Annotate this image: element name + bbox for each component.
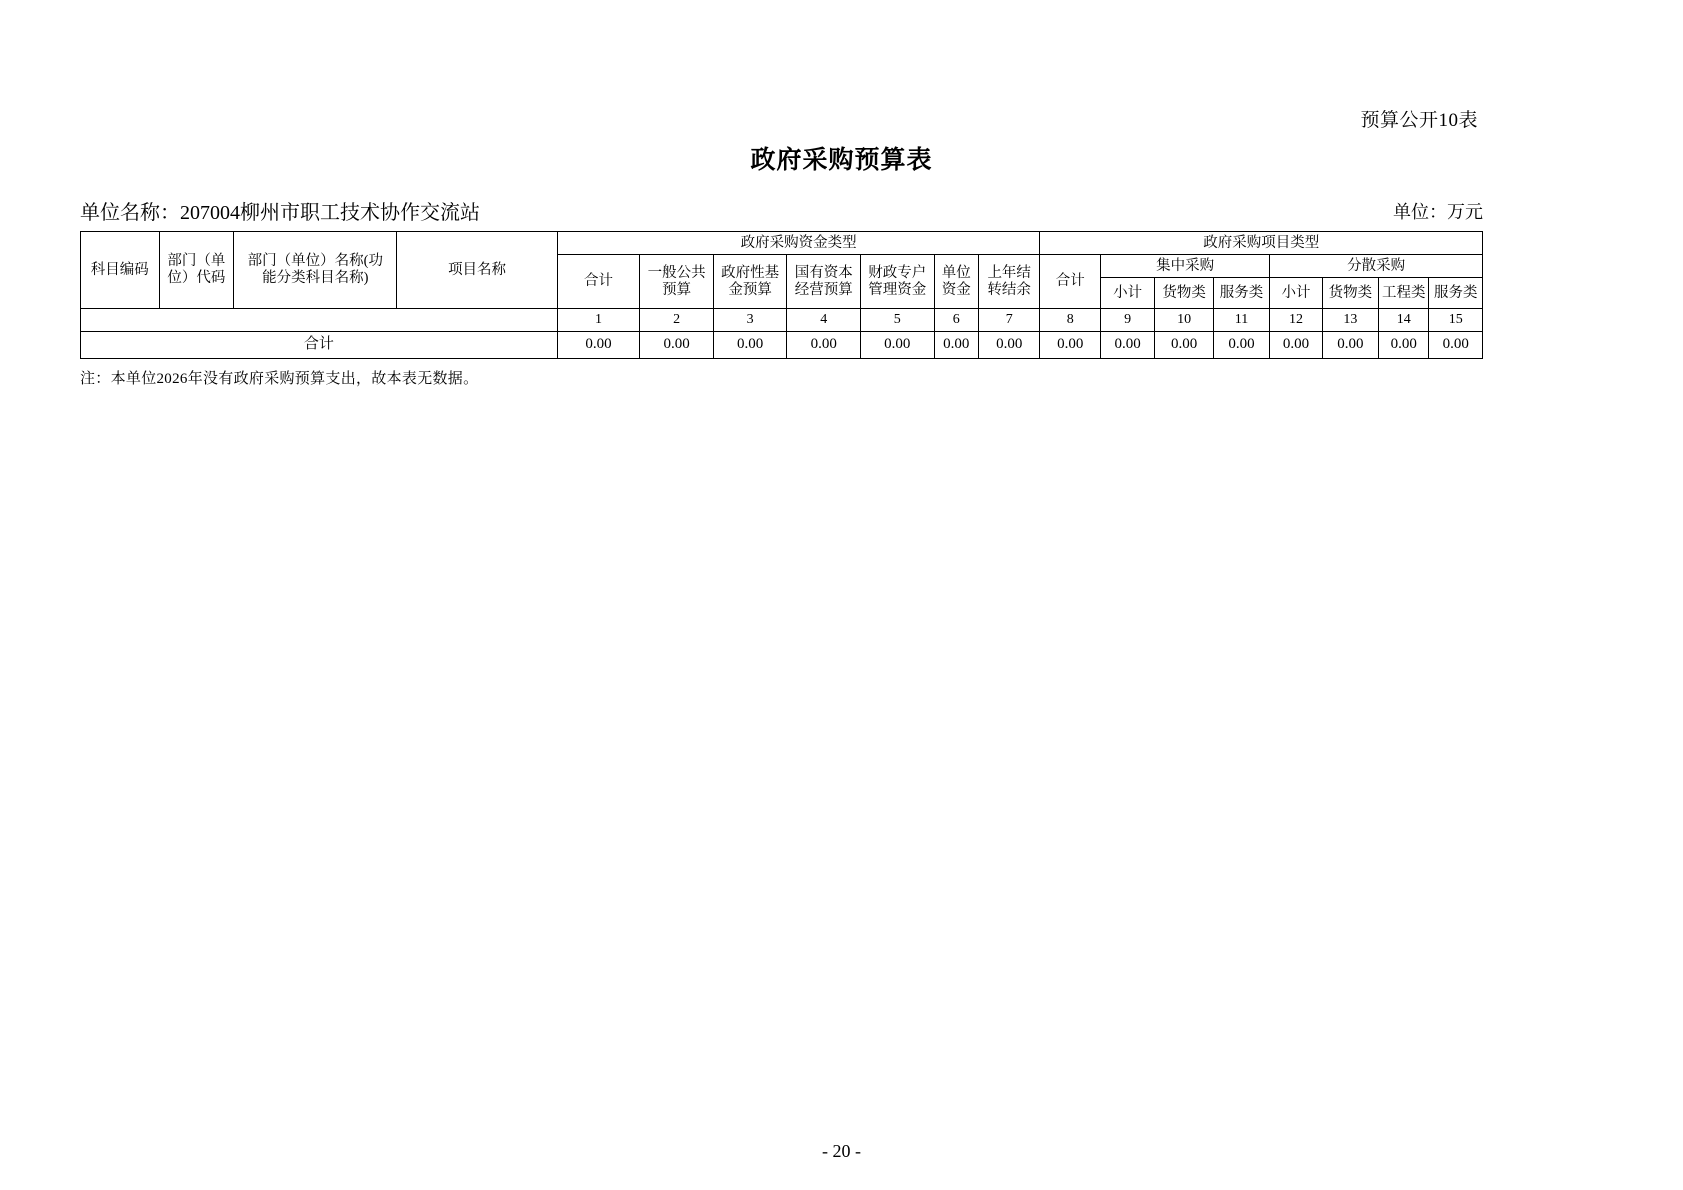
- table-note: 注：本单位2026年没有政府采购预算支出，故本表无数据。: [80, 371, 479, 387]
- column-number-15: 15: [1429, 309, 1483, 332]
- column-number-9: 9: [1100, 309, 1154, 332]
- col-dept-name: [234, 232, 397, 309]
- col-dept-code-line2: 位）代码: [167, 270, 226, 286]
- col-unit-fund: [934, 255, 978, 309]
- procurement-budget-table: [80, 231, 1483, 359]
- column-number-7: 7: [978, 309, 1040, 332]
- total-value-15: 0.00: [1429, 332, 1483, 359]
- col-decentralized-subtotal: 小计: [1270, 278, 1322, 309]
- column-number-3: 3: [713, 309, 787, 332]
- col-centralized-subtotal: 小计: [1100, 278, 1154, 309]
- unit-name-value: 207004柳州市职工技术协作交流站: [180, 202, 480, 224]
- col-project-total: 合计: [1040, 255, 1100, 309]
- col-centralized-goods: 货物类: [1155, 278, 1213, 309]
- group-header-centralized: 集中采购: [1100, 255, 1269, 278]
- col-carryover-line1: 上年结: [987, 264, 1031, 281]
- col-fiscal-special-line2: 管理资金: [868, 281, 927, 298]
- col-state-capital-budget: [787, 255, 861, 309]
- unit-name-label: 单位名称：: [80, 202, 180, 224]
- col-decentralized-goods: 货物类: [1322, 278, 1378, 309]
- total-value-11: 0.00: [1213, 332, 1269, 359]
- table-group-header-row: [81, 232, 1483, 255]
- total-value-6: 0.00: [934, 332, 978, 359]
- col-state-capital-line1: 国有资本: [794, 264, 853, 281]
- column-number-blank: [81, 309, 558, 332]
- column-number-4: 4: [787, 309, 861, 332]
- column-number-8: 8: [1040, 309, 1100, 332]
- column-number-1: 1: [557, 309, 640, 332]
- total-row-label: 合计: [81, 332, 558, 359]
- total-value-13: 0.00: [1322, 332, 1378, 359]
- col-dept-name-line2: 能分类科目名称): [262, 270, 369, 286]
- total-value-10: 0.00: [1155, 332, 1213, 359]
- amount-unit-label: 单位：万元: [1393, 202, 1483, 222]
- col-fiscal-special-line1: 财政专户: [868, 264, 927, 281]
- total-value-3: 0.00: [713, 332, 787, 359]
- column-number-11: 11: [1213, 309, 1269, 332]
- col-dept-code: [159, 232, 234, 309]
- col-gov-fund-budget: [713, 255, 787, 309]
- meta-row: [80, 196, 1483, 222]
- col-carryover-line2: 转结余: [987, 281, 1031, 298]
- column-number-2: 2: [640, 309, 714, 332]
- total-value-12: 0.00: [1270, 332, 1322, 359]
- total-value-1: 0.00: [557, 332, 640, 359]
- table-row: [81, 332, 1483, 359]
- total-value-5: 0.00: [861, 332, 935, 359]
- col-centralized-services: 服务类: [1213, 278, 1269, 309]
- unit-name: [80, 196, 480, 225]
- col-general-public-line1: 一般公共: [647, 264, 706, 281]
- col-state-capital-line2: 经营预算: [794, 281, 853, 298]
- total-value-14: 0.00: [1379, 332, 1429, 359]
- col-gov-fund-line1: 政府性基: [721, 264, 780, 281]
- group-header-decentralized: 分散采购: [1270, 255, 1483, 278]
- table-column-number-row: [81, 309, 1483, 332]
- col-project-name: 项目名称: [397, 232, 557, 309]
- total-value-8: 0.00: [1040, 332, 1100, 359]
- page-number: - 20 -: [822, 1141, 861, 1161]
- col-dept-name-line1: 部门（单位）名称(功: [247, 253, 383, 270]
- col-general-public-line2: 预算: [662, 281, 692, 298]
- col-gov-fund-line2: 金预算: [728, 281, 772, 298]
- col-subject-code: 科目编码: [81, 232, 160, 309]
- column-number-12: 12: [1270, 309, 1322, 332]
- page-header-label: 预算公开10表: [1360, 110, 1478, 131]
- column-number-5: 5: [861, 309, 935, 332]
- group-header-project-type: 政府采购项目类型: [1040, 232, 1483, 255]
- page-title: 政府采购预算表: [750, 147, 933, 174]
- col-decentralized-engineering: 工程类: [1379, 278, 1429, 309]
- col-general-public-budget: [640, 255, 714, 309]
- col-carryover: [978, 255, 1040, 309]
- column-number-13: 13: [1322, 309, 1378, 332]
- col-unit-fund-line1: 单位: [941, 264, 971, 281]
- col-fiscal-special-fund: [861, 255, 935, 309]
- total-value-7: 0.00: [978, 332, 1040, 359]
- column-number-6: 6: [934, 309, 978, 332]
- column-number-14: 14: [1379, 309, 1429, 332]
- col-fund-total: 合计: [557, 255, 640, 309]
- col-dept-code-line1: 部门（单: [167, 253, 226, 270]
- total-value-2: 0.00: [640, 332, 714, 359]
- total-value-9: 0.00: [1100, 332, 1154, 359]
- group-header-fund-type: 政府采购资金类型: [557, 232, 1040, 255]
- col-decentralized-services: 服务类: [1429, 278, 1483, 309]
- column-number-10: 10: [1155, 309, 1213, 332]
- col-unit-fund-line2: 资金: [941, 281, 971, 298]
- total-value-4: 0.00: [787, 332, 861, 359]
